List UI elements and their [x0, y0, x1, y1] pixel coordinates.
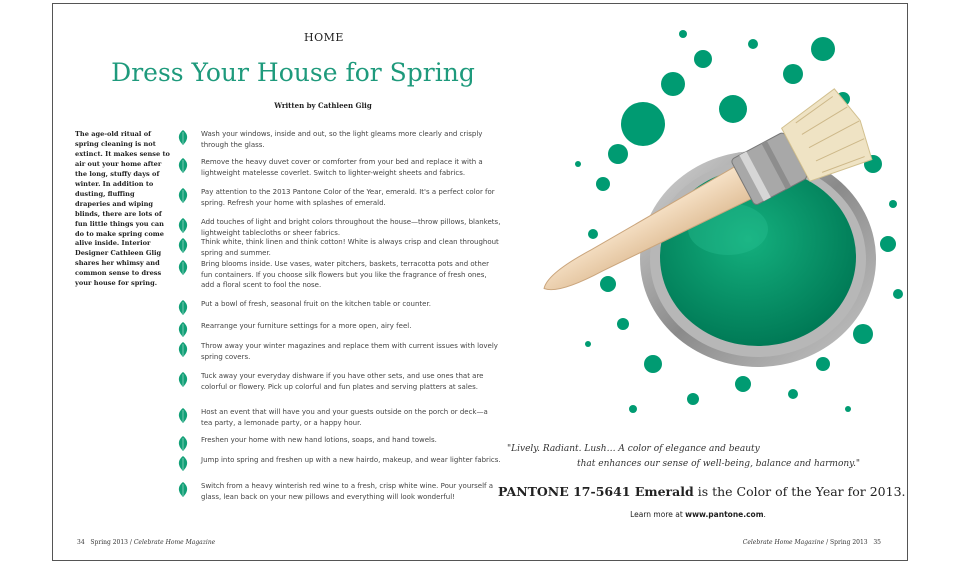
learn-more [498, 510, 898, 519]
intro-paragraph: The age-old ritual of spring cleaning is not extinct. It makes sense to air out your home after the long, stuffy days of winter. In addition to dusting, fluffing draperies and wiping blinds, there are lots of fun little things you can do to make spring come alive inside. Interior Designer Cathleen Glig shares her whimsy and common sense to dress your house for spring. [75, 130, 170, 288]
footer-magazine-right: Celebrate Home Magazine [742, 539, 825, 546]
tip-text: Remove the heavy duvet cover or comforter from your bed and replace it with a lightweight matelesse coverlet. Switch to lighter-weight sheets and fabrics. [201, 158, 483, 177]
page-number-left: 34 [77, 539, 85, 546]
tip-text: Bring blooms inside. Use vases, water pitchers, baskets, terracotta pots and other fun containers. If you choose silk flowers but you like the fragrance of fresh ones, add a floral scent to fool the nose. [201, 260, 490, 290]
tip-text: Add touches of light and bright colors throughout the house—throw pillows, blankets, lightweight tablecloths or sheer fabrics. [201, 218, 501, 237]
footer-right: Celebrate Home Magazine / Spring 2013 35 [742, 539, 881, 546]
leaf-icon [177, 300, 189, 315]
pantone-link[interactable]: www.pantone.com [685, 510, 764, 519]
leaf-icon [177, 342, 189, 357]
tip-text: Rearrange your furniture settings for a more open, airy feel. [201, 322, 412, 330]
quote-line-2: that enhances our sense of well-being, balance and harmony." [577, 459, 861, 469]
byline: Written by Cathleen Glig [274, 101, 372, 110]
tip-text: Put a bowl of fresh, seasonal fruit on the kitchen table or counter. [201, 300, 431, 308]
leaf-icon [177, 436, 189, 451]
article-title: Dress Your House for Spring [111, 58, 475, 87]
leaf-icon [177, 260, 189, 275]
pantone-quote [507, 442, 887, 472]
leaf-icon [177, 482, 189, 497]
tip-text: Host an event that will have you and your guests outside on the porch or deck—a tea party, a lemonade party, or a happy hour. [201, 408, 488, 427]
leaf-icon [177, 408, 189, 423]
leaf-icon [177, 218, 189, 233]
pantone-color-name: PANTONE 17-5641 Emerald [498, 484, 694, 499]
magazine-spread [52, 3, 908, 561]
pantone-statement-rest: is the Color of the Year for 2013. [693, 484, 906, 499]
tip-text: Tuck away your everyday dishware if you have other sets, and use ones that are colorful or flowery. Pick up colorful and fun plates and serving platters at sales. [201, 372, 484, 391]
leaf-icon [177, 456, 189, 471]
footer-issue-right: Spring 2013 [830, 539, 868, 546]
learn-more-suffix: . [763, 510, 766, 519]
pantone-statement [498, 484, 906, 499]
footer-issue-left: Spring 2013 [90, 539, 128, 546]
tip-text: Jump into spring and freshen up with a new hairdo, makeup, and wear lighter fabrics. [201, 456, 501, 464]
paint-can-brush-illustration [493, 14, 908, 434]
leaf-icon [177, 188, 189, 203]
tip-text: Throw away your winter magazines and replace them with current issues with lovely spring covers. [201, 342, 498, 361]
footer-magazine-left: Celebrate Home Magazine [133, 539, 216, 546]
section-label: HOME [304, 31, 344, 44]
footer-left: 34 Spring 2013 / Celebrate Home Magazine [77, 539, 216, 546]
tip-text: Pay attention to the 2013 Pantone Color of the Year, emerald. It's a perfect color for spring. Refresh your home with splashes of emerald. [201, 188, 495, 207]
tip-text: Switch from a heavy winterish red wine to a fresh, crisp white wine. Pour yourself a glass, lean back on your new pillows and everything will look wonderful! [201, 482, 494, 501]
learn-more-prefix: Learn more at [630, 510, 686, 519]
tip-text: Wash your windows, inside and out, so the light gleams more clearly and crisply through the glass. [201, 130, 483, 149]
page-number-right: 35 [873, 539, 881, 546]
leaf-icon [177, 322, 189, 337]
leaf-icon [177, 158, 189, 173]
tip-text: Think white, think linen and think cotton! White is always crisp and clean throughout spring and summer. [201, 238, 499, 257]
tip-text: Freshen your home with new hand lotions, soaps, and hand towels. [201, 436, 437, 444]
leaf-icon [177, 372, 189, 387]
leaf-icon [177, 130, 189, 145]
quote-line-1: "Lively. Radiant. Lush… A color of elegance and beauty [507, 444, 760, 454]
leaf-icon [177, 238, 189, 253]
